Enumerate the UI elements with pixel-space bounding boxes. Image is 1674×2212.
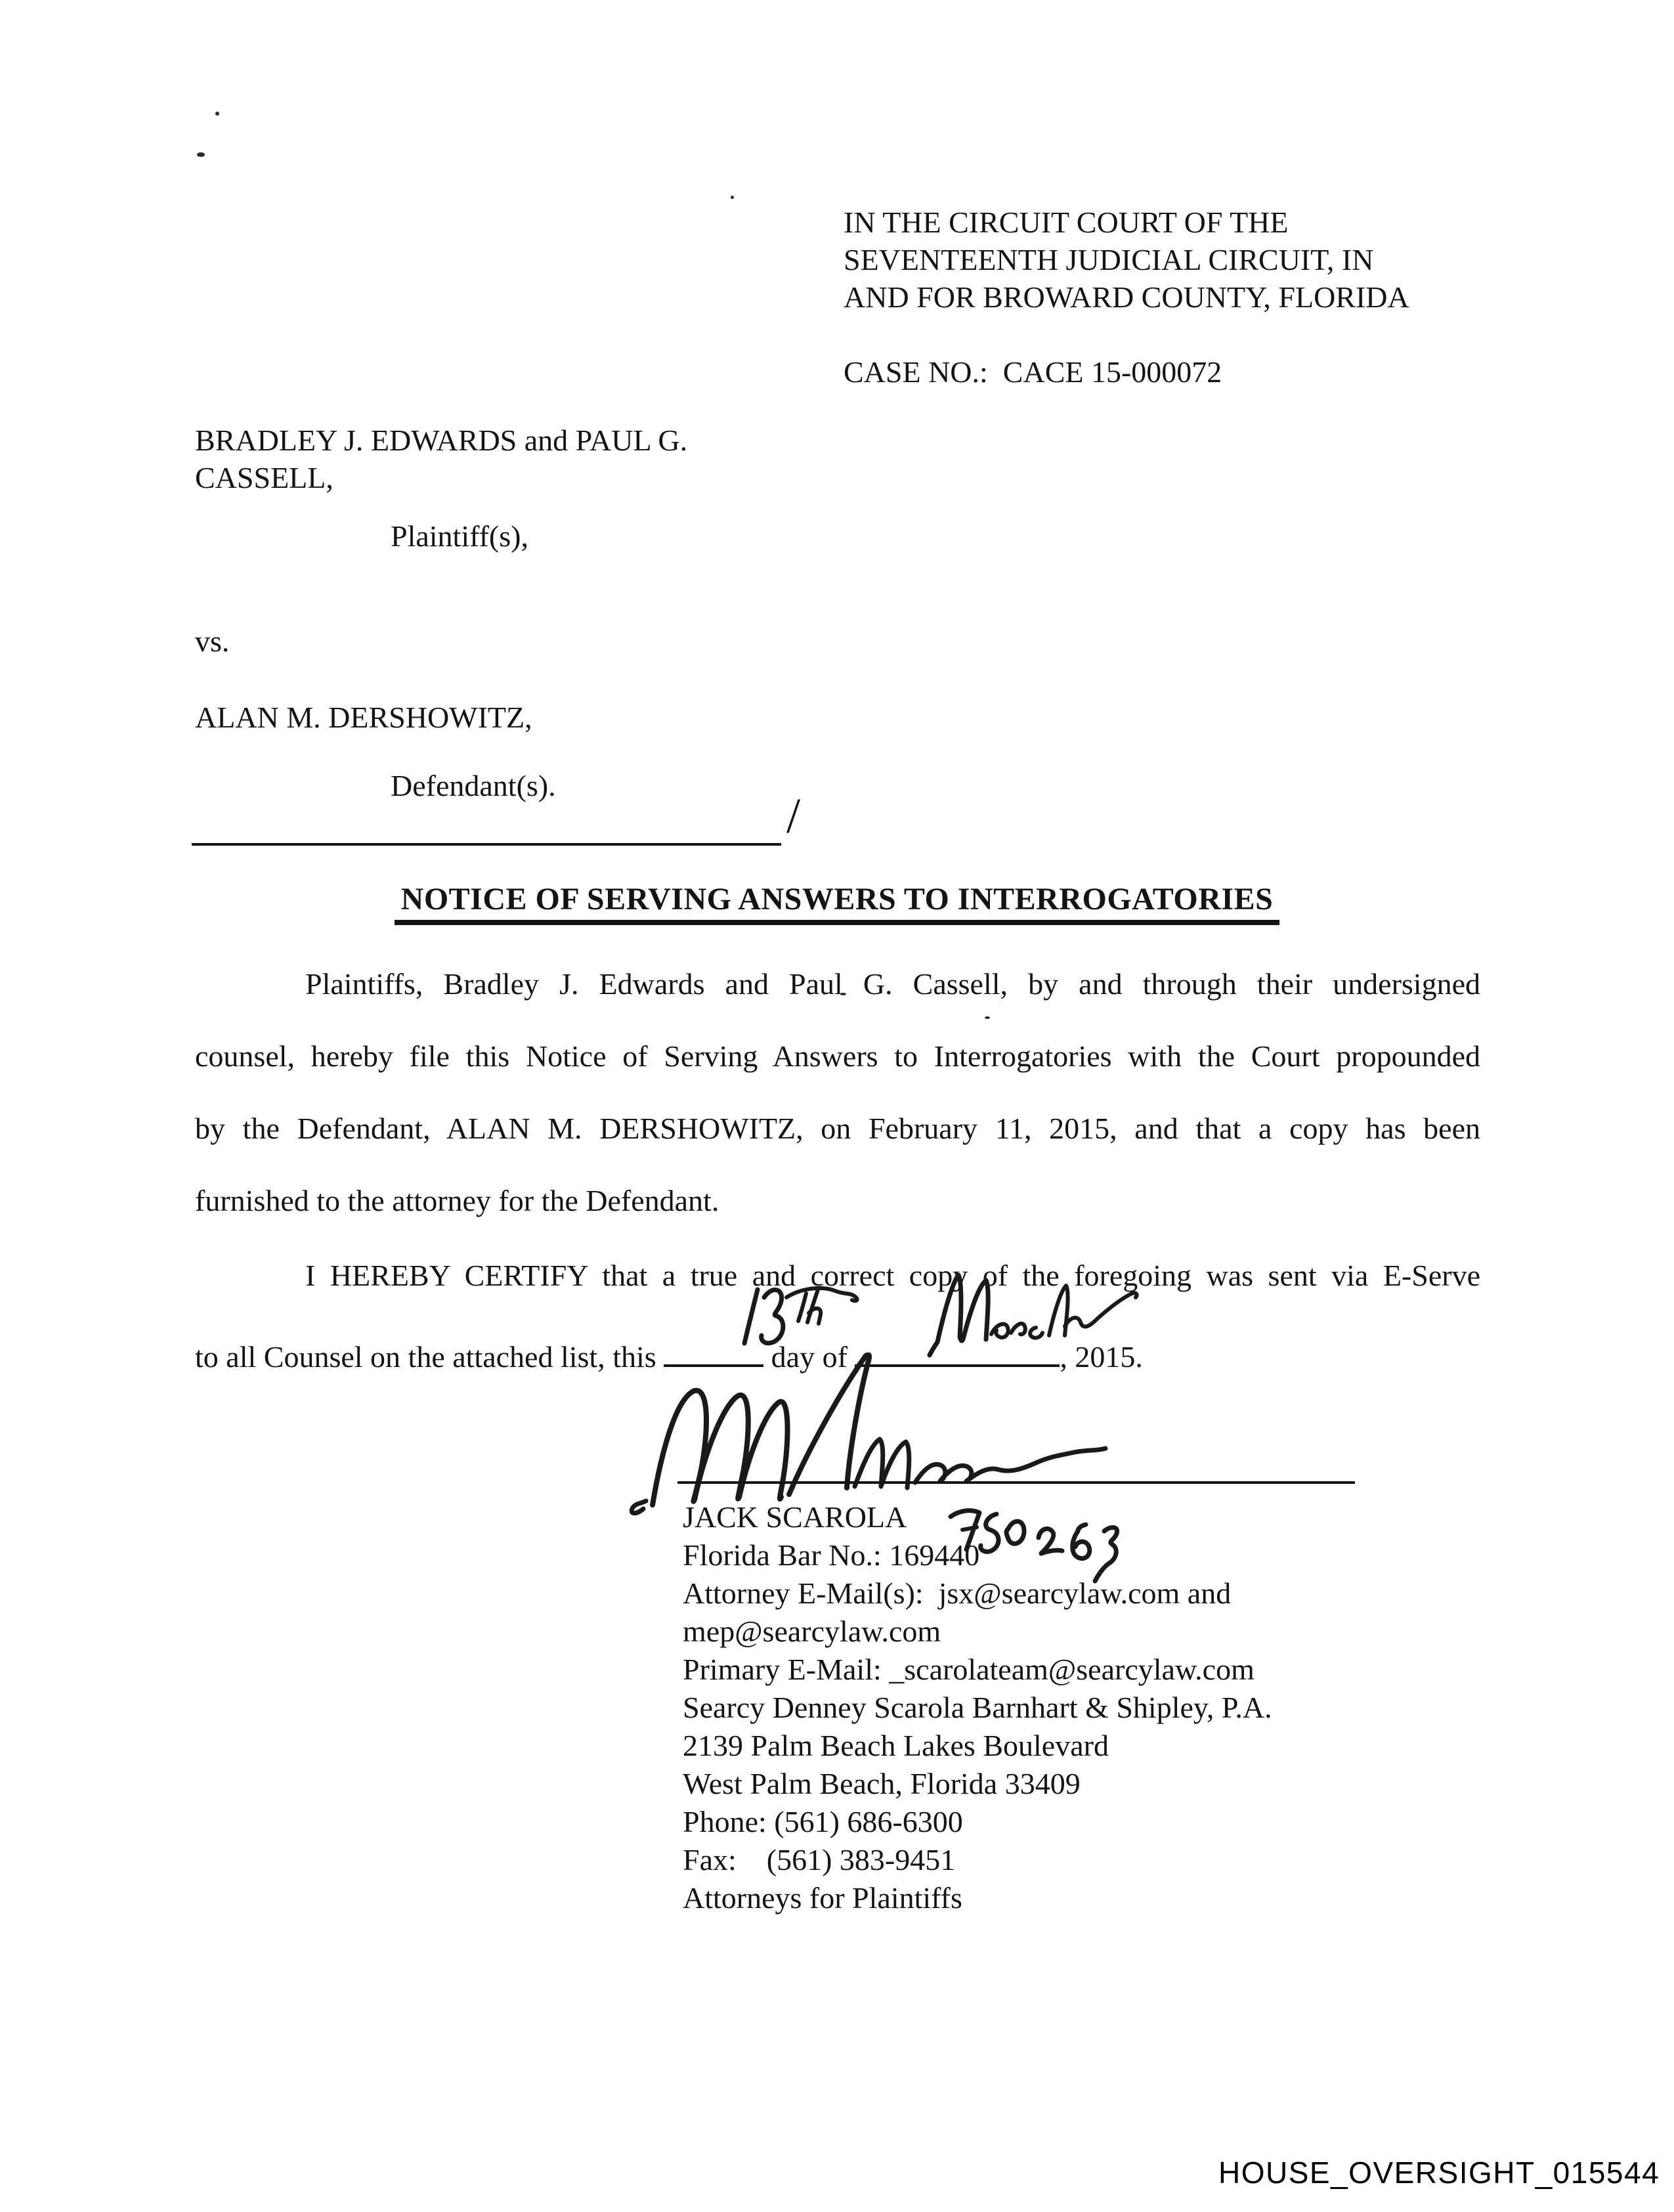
scan-artifact xyxy=(985,1016,990,1019)
attorney-email-line1: Attorney E-Mail(s): jsx@searcylaw.com and xyxy=(683,1576,1232,1610)
law-firm-name: Searcy Denney Scarola Barnhart & Shipley, P.A. xyxy=(683,1691,1272,1724)
court-header-line-1: IN THE CIRCUIT COURT OF THE xyxy=(844,206,1289,239)
scan-artifact xyxy=(731,196,734,199)
handwritten-day-13th xyxy=(722,1279,860,1355)
caption-divider-slash: / xyxy=(786,789,801,844)
document-title xyxy=(194,881,1480,917)
firm-fax: Fax: (561) 383-9451 xyxy=(683,1843,956,1876)
versus-label: vs. xyxy=(195,624,230,658)
certify-line2-suffix: , 2015. xyxy=(1060,1340,1143,1374)
primary-email: Primary E-Mail: _scarolateam@searcylaw.com xyxy=(683,1653,1255,1686)
plaintiff-label: Plaintiff(s), xyxy=(391,519,528,553)
attorneys-for-plaintiffs: Attorneys for Plaintiffs xyxy=(683,1881,962,1915)
plaintiff-name-line-2: CASSELL, xyxy=(195,461,333,494)
certify-line2-prefix: to all Counsel on the attached list, this xyxy=(195,1340,656,1374)
plaintiff-name-line-1: BRADLEY J. EDWARDS and PAUL G. xyxy=(195,423,688,457)
court-header-line-3: AND FOR BROWARD COUNTY, FLORIDA xyxy=(844,280,1409,314)
defendant-label: Defendant(s). xyxy=(391,769,556,802)
body-paragraph1-line4: furnished to the attorney for the Defendant. xyxy=(195,1184,719,1217)
scan-artifact xyxy=(197,152,205,157)
body-paragraph1-line1: Plaintiffs, Bradley J. Edwards and Paul G. Cassell, by and through their undersigned xyxy=(305,967,1480,1001)
handwritten-month-march xyxy=(924,1266,1141,1364)
body-paragraph1-line2: counsel, hereby file this Notice of Serving Answers to Interrogatories with the Court propounded xyxy=(195,1039,1480,1073)
signature-block xyxy=(683,1498,1272,1917)
certify-line1: I HEREBY CERTIFY that a true and correct copy of the foregoing was sent via E-Serve xyxy=(305,1259,1480,1292)
signature-line xyxy=(677,1481,1355,1484)
caption-divider-line xyxy=(192,843,781,846)
bates-stamp: HOUSE_OVERSIGHT_015544 xyxy=(1218,2156,1660,2190)
scan-artifact xyxy=(215,112,219,116)
document-title-text: NOTICE OF SERVING ANSWERS TO INTERROGATORIES xyxy=(395,882,1280,925)
certify-line2-middle: day of xyxy=(771,1340,848,1374)
body-paragraph1-line3: by the Defendant, ALAN M. DERSHOWITZ, on February 11, 2015, and that a copy has been xyxy=(195,1112,1480,1145)
firm-city-state-zip: West Palm Beach, Florida 33409 xyxy=(683,1767,1081,1800)
attorney-email-line2: mep@searcylaw.com xyxy=(683,1615,941,1648)
signature-scrawl xyxy=(624,1353,1201,1523)
bar-number: Florida Bar No.: 169440 xyxy=(683,1538,980,1572)
attorney-name: JACK SCAROLA xyxy=(683,1500,907,1534)
case-number: CASE NO.: CACE 15-000072 xyxy=(844,355,1222,389)
firm-phone: Phone: (561) 686-6300 xyxy=(683,1805,963,1838)
defendant-name: ALAN M. DERSHOWITZ, xyxy=(195,701,532,734)
court-header-line-2: SEVENTEENTH JUDICIAL CIRCUIT, IN xyxy=(844,243,1374,276)
firm-street-address: 2139 Palm Beach Lakes Boulevard xyxy=(683,1729,1109,1762)
